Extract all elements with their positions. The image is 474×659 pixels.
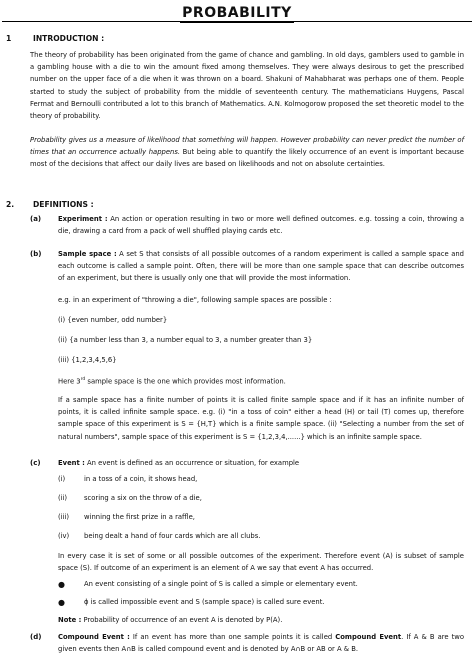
here-pre: Here 3 — [58, 377, 81, 386]
event-text: An event is defined as an occurrence or situation, for example — [84, 459, 300, 467]
definition-label-a: (a) — [30, 215, 42, 223]
definition-compound-event — [58, 631, 464, 655]
event-example-text: being dealt a hand of four cards which are all clubs. — [84, 532, 261, 540]
intro-paragraph-1: The theory of probability has been originated from the game of chance and gambling. In old days, gamblers used to gamble in a gambling house with a die to win the amount fixed among themselves. They were always desirous to get the prescribed number on the upper face of a die when it was thrown on a board. Shakuni of Mahabharat was perhaps one of them. People started to study the subject of probability from the middle of seventeenth century. The mathematicians Huygens, Pascal Fermat and Bernoulli contributed a lot to this branch of Mathematics. A.N. Kolmogorow proposed the set theoretic model to the theory of probability. — [30, 51, 464, 121]
event-example-number: (ii) — [58, 494, 68, 502]
compound-term-inline: Compound Event — [335, 633, 402, 641]
experiment-text: An action or operation resulting in two or more well defined outcomes. e.g. tossing a coin, throwing a die, drawing a card from a pack of well shuffled playing cards etc. — [58, 215, 464, 236]
compound-text-pre: If an event has more than one sample points it is called — [129, 633, 336, 641]
sample-space-here-line — [58, 374, 464, 387]
compound-text-post: . If A & B are two given events then A∩B is called compound event and is denoted by A∩B or AB or A & B. — [58, 633, 465, 654]
event-note — [58, 614, 464, 626]
section-title: INTRODUCTION : — [33, 34, 105, 43]
bullet-icon: ● — [58, 580, 65, 589]
sample-space-list-item: (ii) {a number less than 3, a number equal to 3, a number greater than 3} — [58, 336, 313, 344]
definition-experiment — [58, 213, 464, 237]
section-heading-introduction — [6, 34, 104, 43]
event-example-text: in a toss of a coin, it shows head, — [84, 475, 198, 483]
section-number: 2. — [6, 200, 15, 209]
sample-space-text: A set S that consists of all possible outcomes of a random experiment is called a sample space and each outcome is called a sample point. Often, there will be more than one sample space that can describe outcomes of an experiment, but there is usually only one that will provide the most information. — [58, 250, 464, 283]
definition-label-c: (c) — [30, 459, 41, 467]
intro-paragraph-2 — [30, 134, 464, 171]
page-title: PROBABILITY — [182, 5, 292, 21]
finite-infinite-paragraph: If a sample space has a finite number of points it is called finite sample space and if it has an infinite number of points, it is called infinite sample space. e.g. (i) "in a toss of coin" either a head (H) or tail (T) comes up, therefore sample space of this experiment is S = {H,T} which is a finite sample space. (ii) "Selecting a number from the set of natural numbers", sample space of this experiment is S = {1,2,3,4,......} which is an infinite sample space. — [58, 396, 464, 441]
intro-rest-text: But being able to quantify the likely occurrence of an event is important because most of the decisions that affect our daily lives are based on likelihoods and not on absolute certainties. — [30, 148, 464, 169]
event-example-text: scoring a six on the throw of a die, — [84, 494, 202, 502]
bullet-icon: ● — [58, 598, 65, 607]
section-title: DEFINITIONS : — [33, 200, 94, 209]
term-event: Event : — [58, 459, 85, 467]
sample-space-list-item: (iii) {1,2,3,4,5,6} — [58, 356, 117, 364]
event-example-number: (i) — [58, 475, 66, 483]
note-label: Note : — [58, 616, 82, 624]
sample-space-example-intro: e.g. in an experiment of "throwing a die", following sample spaces are possible : — [58, 296, 332, 304]
title-wrap — [0, 2, 474, 23]
section-heading-definitions — [6, 200, 94, 209]
sample-space-list-item: (i) {even number, odd number} — [58, 316, 168, 324]
definition-label-b: (b) — [30, 250, 42, 258]
event-example-number: (iv) — [58, 532, 70, 540]
definition-event — [58, 457, 464, 469]
title-rule — [2, 21, 472, 22]
definition-label-d: (d) — [30, 633, 42, 641]
intro-italic-text: Probability gives us a measure of likelihood that something will happen. However probability can never predict the number of times that an occurrence actually happens. — [30, 136, 464, 157]
bullet-text: ϕ is called impossible event and S (sample space) is called sure event. — [84, 598, 325, 606]
bullet-text: An event consisting of a single point of S is called a simple or elementary event. — [84, 580, 358, 588]
here-sup: rd — [80, 377, 86, 382]
here-post: sample space is the one which provides most information. — [85, 377, 286, 386]
section-number: 1 — [6, 34, 12, 43]
event-subset-paragraph: In every case it is set of some or all possible outcomes of the experiment. Therefore event (A) is subset of sample space (S). If outcome of an experiment is an element of A we say that event A has occurred. — [58, 552, 464, 573]
event-example-number: (iii) — [58, 513, 69, 521]
note-text: Probability of occurrence of an event A is denoted by P(A). — [81, 616, 283, 624]
term-compound-event: Compound Event : — [58, 633, 130, 641]
event-example-text: winning the first prize in a raffle, — [84, 513, 195, 521]
term-sample-space: Sample space : — [58, 250, 117, 258]
term-experiment: Experiment : — [58, 215, 108, 223]
definition-sample-space — [58, 248, 464, 285]
